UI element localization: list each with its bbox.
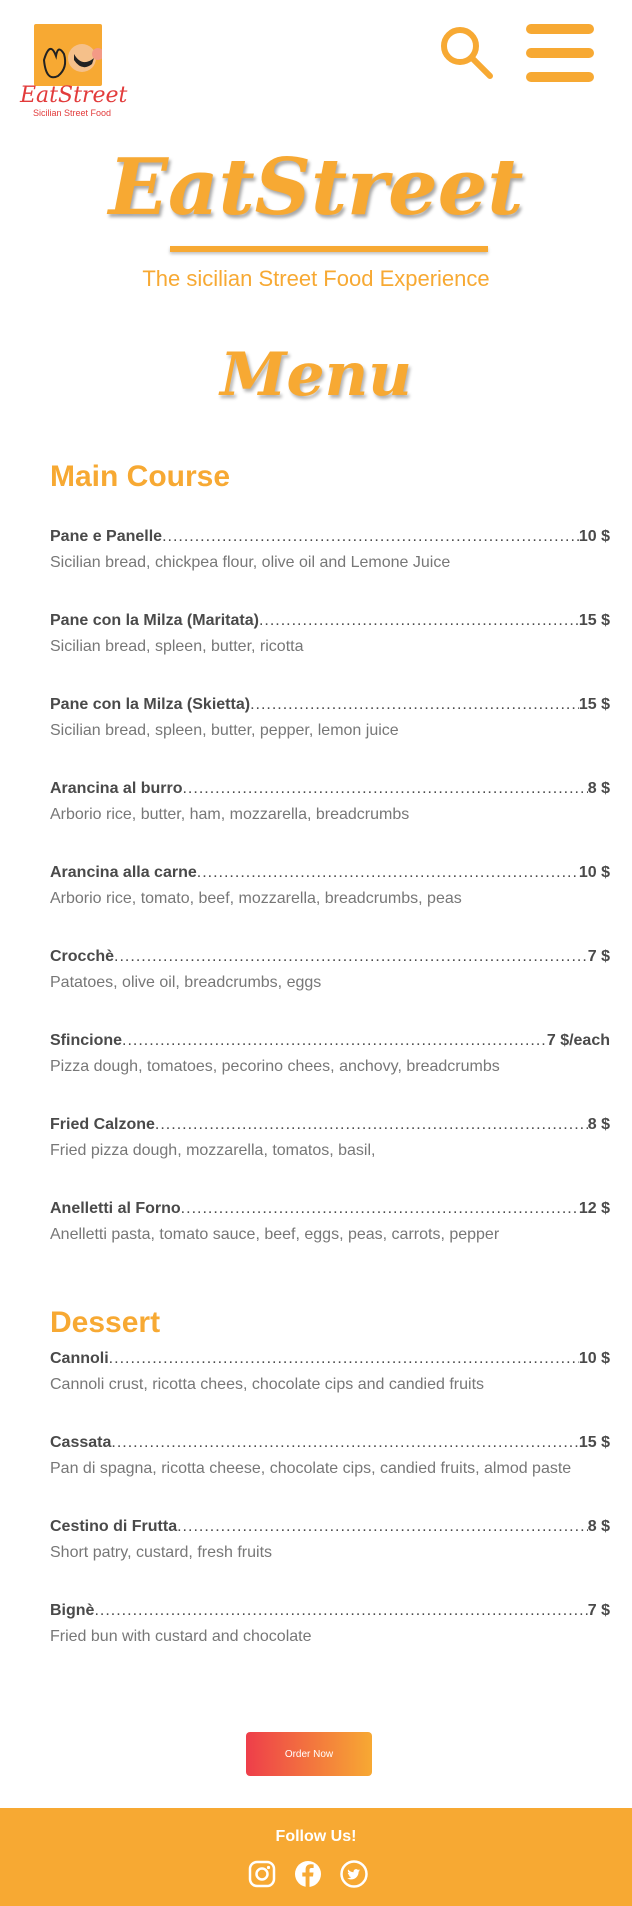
item-description: Sicilian bread, chickpea flour, olive oil and Lemone Juice bbox=[50, 554, 451, 571]
item-description: Patatoes, olive oil, breadcrumbs, eggs bbox=[50, 974, 322, 991]
item-name: Fried Calzone bbox=[50, 1116, 155, 1133]
instagram-icon[interactable] bbox=[248, 1860, 276, 1888]
facebook-icon[interactable] bbox=[294, 1860, 322, 1888]
item-description: Cannoli crust, ricotta chees, chocolate cips and candied fruits bbox=[50, 1376, 485, 1393]
menu-item bbox=[50, 1602, 610, 1646]
menu-heading: Menu bbox=[220, 340, 412, 410]
menu-item bbox=[50, 780, 610, 824]
item-price: 15 $ bbox=[578, 696, 610, 713]
dot-leader bbox=[155, 1116, 588, 1134]
main-course-title: Main Course bbox=[50, 460, 231, 493]
item-description: Pan di spagna, ricotta cheese, chocolate cips, candied fruits, almod paste bbox=[50, 1460, 572, 1477]
item-name: Pane e Panelle bbox=[50, 528, 163, 545]
item-description: Pizza dough, tomatoes, pecorino chees, anchovy, breadcrumbs bbox=[50, 1058, 500, 1075]
menu-item bbox=[50, 696, 610, 740]
item-description: Short patry, custard, fresh fruits bbox=[50, 1544, 273, 1561]
dot-leader bbox=[250, 696, 579, 714]
item-name: Pane con la Milza (Skietta) bbox=[50, 696, 251, 713]
logo[interactable] bbox=[20, 24, 128, 120]
dot-leader bbox=[259, 612, 579, 630]
search-icon[interactable] bbox=[438, 24, 494, 80]
hero-divider bbox=[170, 246, 488, 252]
item-description: Sicilian bread, spleen, butter, pepper, lemon juice bbox=[50, 722, 399, 739]
dot-leader bbox=[114, 948, 588, 966]
item-price: 7 $ bbox=[587, 1602, 610, 1619]
item-price: 10 $ bbox=[578, 864, 610, 881]
dot-leader bbox=[162, 528, 579, 546]
logo-text: EatStreet bbox=[20, 83, 128, 108]
twitter-icon[interactable] bbox=[340, 1860, 368, 1888]
logo-hand-icon bbox=[34, 24, 102, 86]
item-description: Fried pizza dough, mozzarella, tomatos, basil, bbox=[50, 1142, 376, 1159]
logo-subtext: Sicilian Street Food bbox=[32, 108, 112, 118]
item-description: Fried bun with custard and chocolate bbox=[50, 1628, 312, 1645]
item-description: Anelletti pasta, tomato sauce, beef, eggs, peas, carrots, pepper bbox=[50, 1226, 500, 1243]
header bbox=[0, 0, 632, 130]
follow-us-label: Follow Us! bbox=[275, 1828, 357, 1845]
menu-item bbox=[50, 528, 610, 572]
item-name: Cannoli bbox=[50, 1350, 109, 1367]
menu-item bbox=[50, 864, 610, 908]
menu-item bbox=[50, 1518, 610, 1562]
item-price: 8 $ bbox=[587, 1116, 610, 1133]
item-description: Arborio rice, tomato, beef, mozzarella, breadcrumbs, peas bbox=[50, 890, 462, 907]
order-now-button[interactable]: Order Now bbox=[246, 1732, 372, 1776]
menu-item bbox=[50, 1032, 610, 1076]
hero-subtitle: The sicilian Street Food Experience bbox=[142, 266, 490, 291]
item-description: Arborio rice, butter, ham, mozzarella, breadcrumbs bbox=[50, 806, 410, 823]
item-price: 15 $ bbox=[578, 1434, 610, 1451]
menu-item bbox=[50, 1200, 610, 1244]
hero-title: EatStreet bbox=[108, 142, 524, 233]
item-name: Cassata bbox=[50, 1434, 112, 1451]
menu-item bbox=[50, 1350, 610, 1394]
item-name: Crocchè bbox=[50, 948, 115, 965]
item-price: 10 $ bbox=[578, 528, 610, 545]
dot-leader bbox=[197, 864, 579, 882]
item-price: 8 $ bbox=[587, 1518, 610, 1535]
item-name: Bignè bbox=[50, 1602, 95, 1619]
dot-leader bbox=[94, 1602, 587, 1620]
dot-leader bbox=[122, 1032, 547, 1050]
item-name: Cestino di Frutta bbox=[50, 1518, 178, 1535]
item-price: 8 $ bbox=[587, 780, 610, 797]
dot-leader bbox=[181, 1200, 579, 1218]
menu-item bbox=[50, 948, 610, 992]
dessert-title: Dessert bbox=[50, 1306, 161, 1339]
item-name: Anelletti al Forno bbox=[50, 1200, 181, 1217]
menu-item bbox=[50, 1116, 610, 1160]
item-price: 7 $ bbox=[587, 948, 610, 965]
menu-item bbox=[50, 612, 610, 656]
item-price: 7 $/each bbox=[546, 1032, 610, 1049]
item-description: Sicilian bread, spleen, butter, ricotta bbox=[50, 638, 304, 655]
dot-leader bbox=[111, 1434, 578, 1452]
dot-leader bbox=[177, 1518, 588, 1536]
item-price: 15 $ bbox=[578, 612, 610, 629]
hamburger-menu-icon[interactable] bbox=[526, 24, 594, 82]
item-price: 12 $ bbox=[578, 1200, 610, 1217]
item-name: Arancina alla carne bbox=[50, 864, 197, 881]
item-price: 10 $ bbox=[578, 1350, 610, 1367]
menu-item bbox=[50, 1434, 610, 1478]
dot-leader bbox=[109, 1350, 579, 1368]
item-name: Sfincione bbox=[50, 1032, 123, 1049]
item-name: Arancina al burro bbox=[50, 780, 183, 797]
item-name: Pane con la Milza (Maritata) bbox=[50, 612, 259, 629]
footer bbox=[0, 1808, 632, 1906]
dot-leader bbox=[182, 780, 587, 798]
